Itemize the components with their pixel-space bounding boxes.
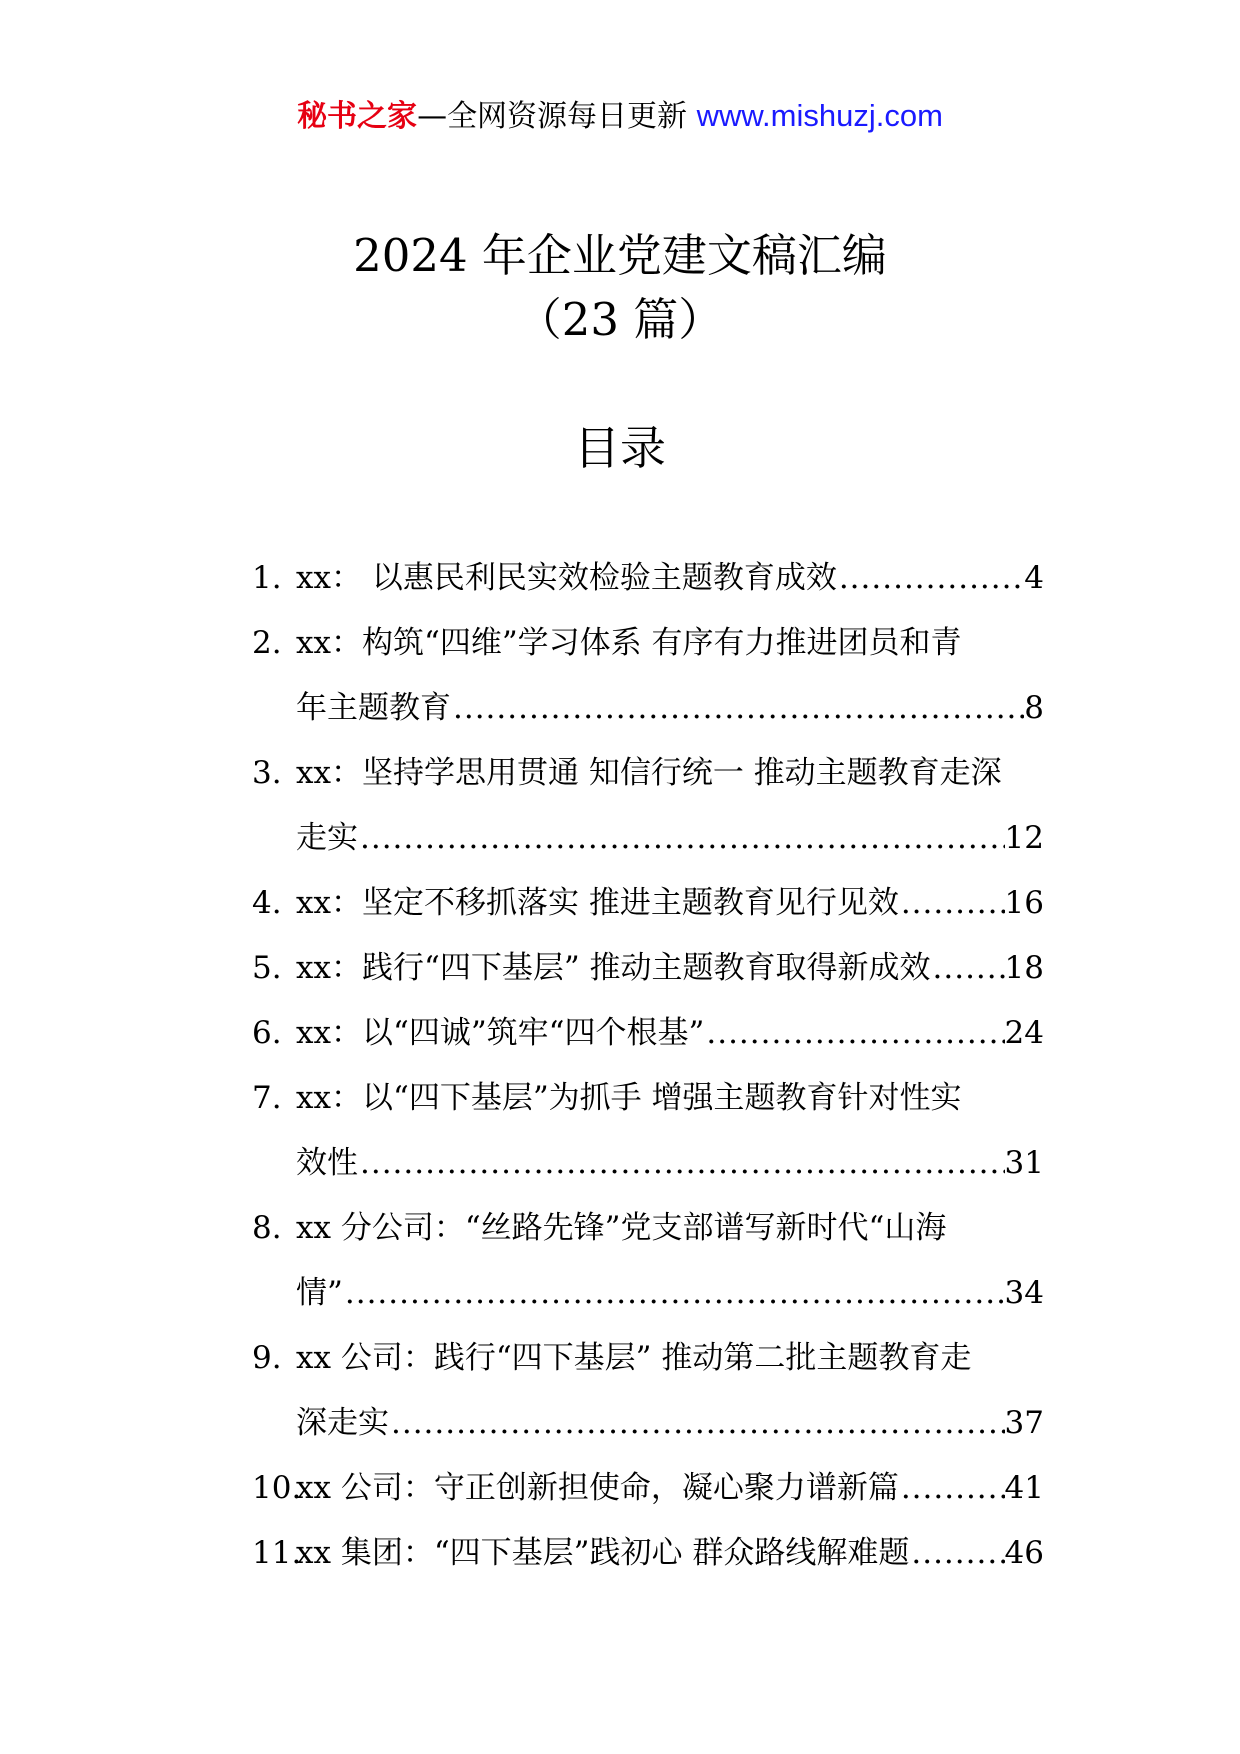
toc-dot-leader: [358, 806, 1005, 871]
toc-entry-2-cont[interactable]: [252, 676, 1044, 741]
toc-dot-leader: [451, 676, 1024, 741]
toc-entry-8-cont[interactable]: [252, 1261, 1044, 1326]
toc-entry-number: 11.: [252, 1535, 302, 1571]
toc-entry-title: xx 集团：“四下基层”践初心 群众路线解难题: [296, 1535, 910, 1571]
toc-entry-8[interactable]: [252, 1196, 1044, 1261]
toc-dot-leader: [389, 1391, 1005, 1456]
toc-page-number: 12: [1004, 820, 1044, 856]
toc-page-number: 31: [1004, 1145, 1044, 1181]
toc-entry-1[interactable]: [252, 546, 1044, 611]
toc-entry-title: xx：践行“四下基层” 推动主题教育取得新成效: [296, 950, 931, 986]
toc-entry-title: xx 公司：守正创新担使命，凝心聚力谱新篇: [296, 1470, 899, 1506]
toc-dot-leader: [931, 936, 1005, 1001]
toc-entry-5[interactable]: [252, 936, 1044, 1001]
toc-entry-number: 8.: [252, 1210, 282, 1246]
toc-page-number: 41: [1004, 1470, 1044, 1506]
toc-entry-11[interactable]: [252, 1521, 1044, 1586]
toc-entry-number: 10.: [252, 1470, 302, 1506]
header-slogan: —全网资源每日更新: [417, 99, 697, 134]
toc-entry-title: xx：坚定不移抓落实 推进主题教育见行见效: [296, 885, 899, 921]
toc-dot-leader: [899, 871, 1005, 936]
toc-page-number: 24: [1004, 1015, 1044, 1051]
toc-entry-10[interactable]: [252, 1456, 1044, 1521]
toc-entry-title: xx 公司：践行“四下基层” 推动第二批主题教育走: [296, 1340, 972, 1376]
toc-dot-leader: [899, 1456, 1005, 1521]
site-url-link[interactable]: www.mishuzj.com: [696, 98, 943, 133]
toc-entry-title: 深走实: [296, 1405, 389, 1441]
toc-entry-number: 2.: [252, 625, 282, 661]
toc-entry-9[interactable]: [252, 1326, 1044, 1391]
toc-entry-number: 5.: [252, 950, 282, 986]
toc-entry-9-cont[interactable]: [252, 1391, 1044, 1456]
document-subtitle: （23 篇）: [516, 293, 724, 346]
toc-entry-title: xx：以“四诚”筑牢“四个根基”: [296, 1015, 705, 1051]
toc-page-number: 8: [1024, 690, 1044, 726]
toc-entry-6[interactable]: [252, 1001, 1044, 1066]
toc-dot-leader: [909, 1521, 1004, 1586]
toc-entry-title: 走实: [296, 820, 358, 856]
toc-entry-title: xx：以“四下基层”为抓手 增强主题教育针对性实: [296, 1080, 962, 1116]
toc-entry-title: xx：坚持学思用贯通 知信行统一 推动主题教育走深: [296, 755, 1002, 791]
toc-entry-title: xx：构筑“四维”学习体系 有序有力推进团员和青: [296, 625, 962, 661]
toc-page-number: 37: [1004, 1405, 1044, 1441]
toc-entry-number: 3.: [252, 755, 282, 791]
toc-page-number: 34: [1004, 1275, 1044, 1311]
toc-entry-title: 情”: [296, 1275, 343, 1311]
toc-entry-title: xx 分公司：“丝路先锋”党支部谱写新时代“山海: [296, 1210, 947, 1246]
toc-entry-title: 年主题教育: [296, 690, 451, 726]
toc-entry-3[interactable]: [252, 741, 1044, 806]
toc-page-number: 46: [1004, 1535, 1044, 1571]
site-header: [0, 96, 1240, 137]
toc-entry-number: 9.: [252, 1340, 282, 1376]
toc-page-number: 18: [1004, 950, 1044, 986]
toc-heading: 目录: [574, 421, 666, 475]
document-title: 2024 年企业党建文稿汇编: [353, 229, 887, 282]
toc-entry-7-cont[interactable]: [252, 1131, 1044, 1196]
toc-entry-3-cont[interactable]: [252, 806, 1044, 871]
toc-dot-leader: [343, 1261, 1005, 1326]
table-of-contents: [252, 546, 1044, 1586]
brand-name: 秘书之家: [297, 99, 418, 134]
toc-dot-leader: [358, 1131, 1005, 1196]
toc-entry-number: 1.: [252, 560, 282, 596]
toc-dot-leader: [837, 546, 1024, 611]
toc-entry-4[interactable]: [252, 871, 1044, 936]
toc-entry-title: xx： 以惠民利民实效检验主题教育成效: [296, 560, 837, 596]
toc-entry-number: 4.: [252, 885, 282, 921]
toc-entry-number: 6.: [252, 1015, 282, 1051]
toc-entry-title: 效性: [296, 1145, 358, 1181]
toc-page-number: 4: [1024, 560, 1044, 596]
toc-entry-7[interactable]: [252, 1066, 1044, 1131]
toc-entry-2[interactable]: [252, 611, 1044, 676]
toc-page-number: 16: [1004, 885, 1044, 921]
toc-dot-leader: [704, 1001, 1004, 1066]
toc-entry-number: 7.: [252, 1080, 282, 1116]
